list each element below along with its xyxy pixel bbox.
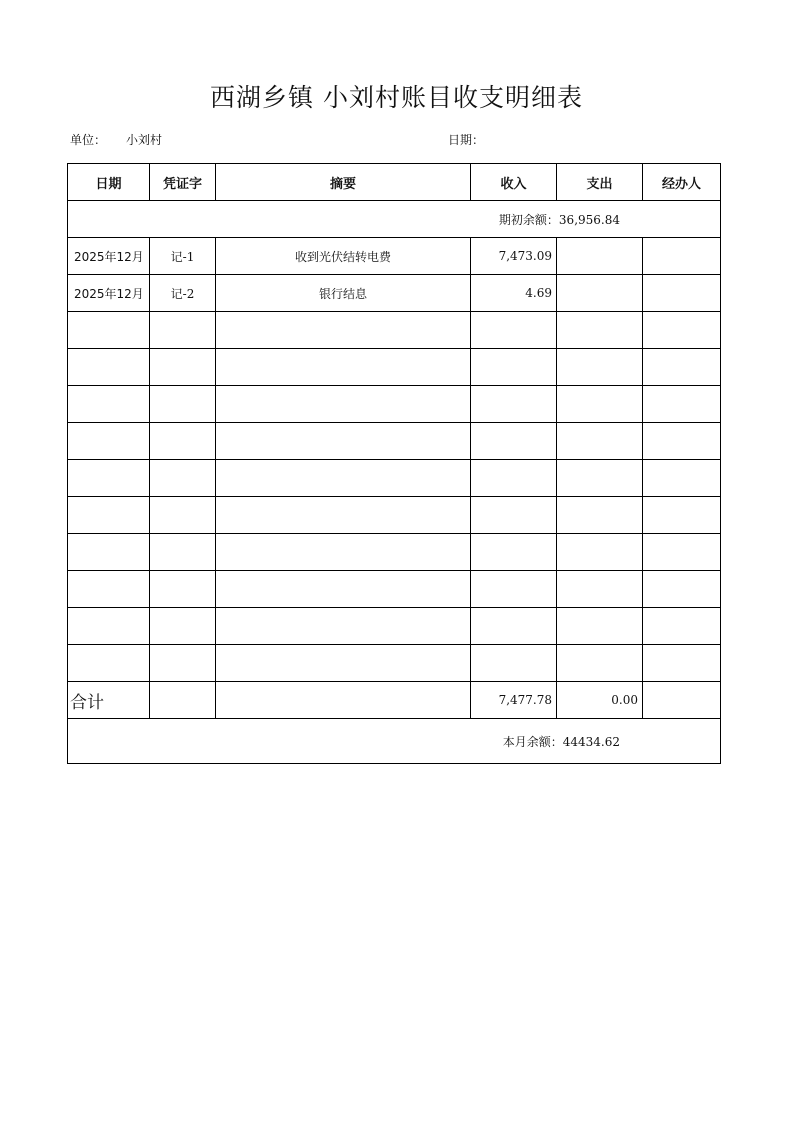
empty-row	[68, 608, 721, 645]
empty-cell	[643, 645, 721, 682]
empty-cell	[216, 608, 471, 645]
totals-income: 7,477.78	[471, 682, 557, 719]
empty-cell	[150, 312, 216, 349]
empty-cell	[643, 497, 721, 534]
empty-cell	[150, 571, 216, 608]
empty-cell	[643, 682, 721, 719]
closing-balance-row	[68, 719, 721, 764]
empty-cell	[68, 534, 150, 571]
empty-cell	[150, 349, 216, 386]
unit-info	[70, 131, 162, 148]
empty-cell	[150, 534, 216, 571]
col-header-date: 日期	[68, 164, 150, 201]
empty-cell	[68, 497, 150, 534]
entry-income: 7,473.09	[471, 238, 557, 275]
closing-balance-label: 本月余额：	[502, 734, 563, 749]
empty-cell	[557, 460, 643, 497]
totals-row	[68, 682, 721, 719]
empty-cell	[150, 386, 216, 423]
totals-expense: 0.00	[557, 682, 643, 719]
empty-cell	[643, 608, 721, 645]
empty-cell	[471, 497, 557, 534]
header-row	[68, 164, 721, 201]
empty-cell	[150, 460, 216, 497]
empty-cell	[557, 349, 643, 386]
opening-balance-cell	[68, 201, 721, 238]
opening-balance-row	[68, 201, 721, 238]
empty-cell	[471, 423, 557, 460]
empty-cell	[643, 386, 721, 423]
empty-cell	[557, 386, 643, 423]
unit-value: 小刘村	[126, 133, 163, 147]
empty-cell	[471, 645, 557, 682]
empty-row	[68, 460, 721, 497]
empty-cell	[471, 312, 557, 349]
table-row	[68, 275, 721, 312]
entry-date: 2025年12月	[68, 238, 150, 275]
empty-cell	[471, 571, 557, 608]
entry-date: 2025年12月	[68, 275, 150, 312]
empty-row	[68, 497, 721, 534]
empty-cell	[643, 423, 721, 460]
empty-row	[68, 386, 721, 423]
totals-label: 合计	[68, 682, 150, 719]
col-header-summary: 摘要	[216, 164, 471, 201]
empty-cell	[216, 534, 471, 571]
entry-voucher: 记-2	[150, 275, 216, 312]
page-title: 西湖乡镇 小刘村账目收支明细表	[210, 83, 583, 112]
empty-cell	[643, 349, 721, 386]
empty-cell	[216, 312, 471, 349]
empty-cell	[150, 682, 216, 719]
empty-cell	[471, 608, 557, 645]
empty-cell	[557, 312, 643, 349]
empty-cell	[68, 423, 150, 460]
entry-handler	[643, 238, 721, 275]
empty-cell	[471, 386, 557, 423]
empty-row	[68, 534, 721, 571]
empty-cell	[216, 571, 471, 608]
entry-summary: 银行结息	[216, 275, 471, 312]
date-label: 日期：	[448, 133, 485, 147]
empty-cell	[216, 645, 471, 682]
empty-cell	[643, 460, 721, 497]
empty-cell	[643, 312, 721, 349]
empty-row	[68, 349, 721, 386]
empty-cell	[471, 460, 557, 497]
entry-voucher: 记-1	[150, 238, 216, 275]
closing-balance-value: 44434.62	[562, 734, 620, 749]
empty-cell	[68, 386, 150, 423]
empty-cell	[68, 460, 150, 497]
col-header-income: 收入	[471, 164, 557, 201]
ledger-table	[67, 163, 721, 764]
empty-cell	[150, 645, 216, 682]
empty-cell	[68, 312, 150, 349]
empty-cell	[471, 349, 557, 386]
empty-cell	[216, 349, 471, 386]
empty-cell	[557, 571, 643, 608]
opening-balance-value: 36,956.84	[558, 212, 620, 227]
empty-cell	[68, 571, 150, 608]
entry-handler	[643, 275, 721, 312]
empty-cell	[150, 608, 216, 645]
date-info	[448, 131, 484, 148]
opening-balance-label: 期初余额：	[498, 212, 559, 227]
empty-cell	[471, 534, 557, 571]
empty-cell	[216, 423, 471, 460]
empty-row	[68, 423, 721, 460]
col-header-handler: 经办人	[643, 164, 721, 201]
entry-summary: 收到光伏结转电费	[216, 238, 471, 275]
empty-cell	[216, 460, 471, 497]
col-header-expense: 支出	[557, 164, 643, 201]
unit-label: 单位：	[70, 133, 107, 147]
empty-cell	[68, 349, 150, 386]
empty-cell	[557, 608, 643, 645]
empty-cell	[557, 534, 643, 571]
table-row	[68, 238, 721, 275]
empty-cell	[643, 534, 721, 571]
empty-cell	[68, 608, 150, 645]
empty-row	[68, 571, 721, 608]
entry-income: 4.69	[471, 275, 557, 312]
closing-balance-cell	[68, 719, 721, 764]
empty-cell	[216, 682, 471, 719]
entry-expense	[557, 275, 643, 312]
entry-expense	[557, 238, 643, 275]
empty-cell	[557, 645, 643, 682]
empty-row	[68, 645, 721, 682]
empty-cell	[643, 571, 721, 608]
empty-cell	[216, 386, 471, 423]
col-header-voucher: 凭证字	[150, 164, 216, 201]
empty-cell	[216, 497, 471, 534]
empty-cell	[150, 423, 216, 460]
empty-cell	[557, 497, 643, 534]
empty-cell	[150, 497, 216, 534]
empty-cell	[68, 645, 150, 682]
empty-cell	[557, 423, 643, 460]
empty-row	[68, 312, 721, 349]
